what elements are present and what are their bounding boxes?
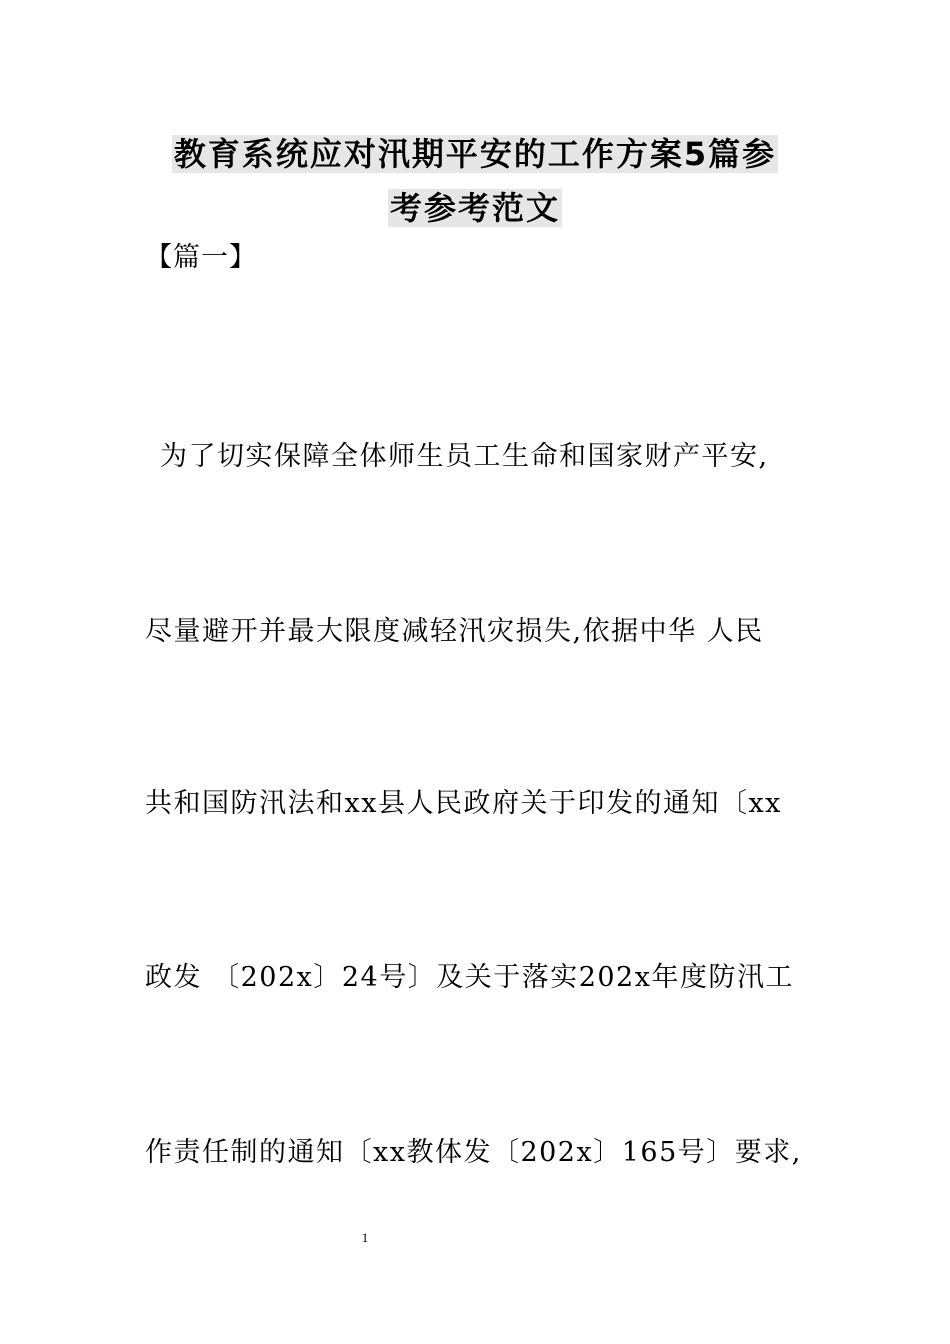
title-text-1: 教育系统应对汛期平安的工作方案5篇参 <box>173 135 777 173</box>
paragraph-line: 为了切实保障全体师生员工生命和国家财产平安, <box>160 441 769 472</box>
title-text-2: 考参考范文 <box>389 189 560 227</box>
document-title-line-1 <box>0 132 950 176</box>
paragraph-line: 作责任制的通知〔xx教体发〔202x〕165号〕要求, <box>145 1137 802 1168</box>
document-title-line-2 <box>0 186 950 230</box>
paragraph-line: 政发 〔202x〕24号〕及关于落实202x年度防汛工 <box>145 962 794 993</box>
page-number: 1 <box>361 1230 369 1245</box>
paragraph-line: 尽量避开并最大限度减轻汛灾损失,依据中华 人民 <box>145 616 764 647</box>
paragraph-line: 共和国防汛法和xx县人民政府关于印发的通知〔xx <box>145 788 782 819</box>
section-label: 【篇一】 <box>145 242 257 273</box>
